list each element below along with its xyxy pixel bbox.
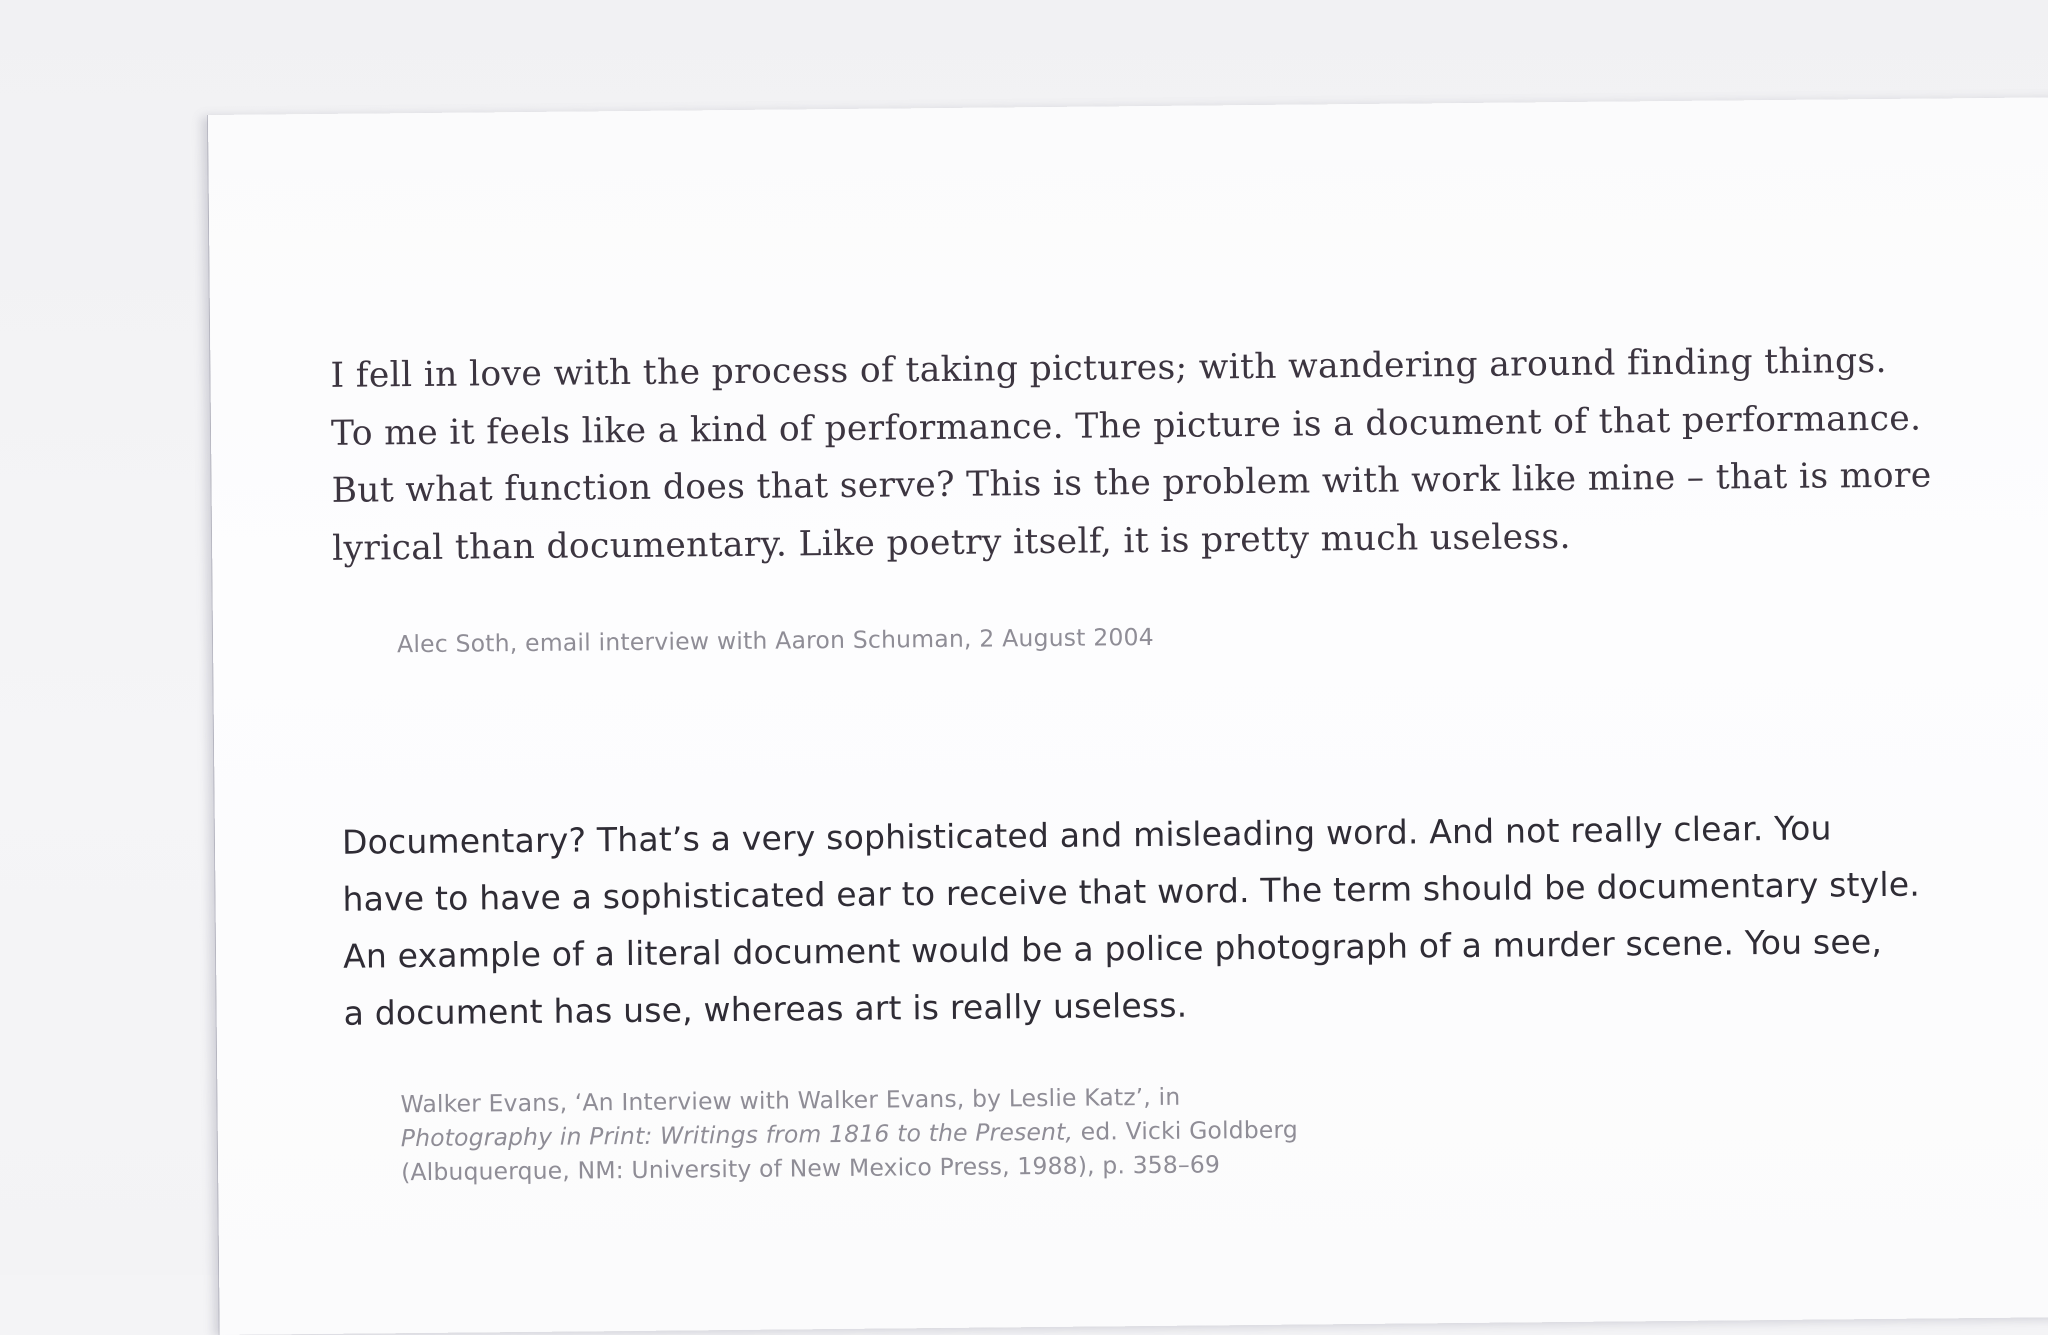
quote-line: But what function does that serve? This is the problem with work like mine – that is more [331, 455, 1932, 511]
quote-line: Documentary? That’s a very sophisticated and misleading word. And not really clear. You [341, 808, 1832, 862]
citation-editor: ed. Vicki Goldberg [1072, 1115, 1299, 1146]
quote-walker-evans [342, 799, 1922, 1042]
quote-line: I fell in love with the process of taking pictures; with wandering around finding things. [330, 340, 1887, 396]
quote-alec-soth [330, 332, 1932, 577]
quote-line: have to have a sophisticated ear to receive that word. The term should be documentary style. [342, 864, 1921, 919]
citation-line: Walker Evans, ‘An Interview with Walker Evans, by Leslie Katz’, in [400, 1082, 1181, 1119]
citation-line: (Albuquerque, NM: University of New Mexico Press, 1988), p. 358–69 [401, 1150, 1221, 1187]
quote-line: An example of a literal document would be a police photograph of a murder scene. You see, [342, 921, 1883, 976]
citation-walker-evans [400, 1079, 1298, 1190]
printed-page [208, 97, 2048, 1335]
quote-line: a document has use, whereas art is really useless. [343, 985, 1188, 1033]
quote-line: lyrical than documentary. Like poetry itself, it is pretty much useless. [331, 516, 1572, 569]
quote-line: To me it feels like a kind of performance. The picture is a document of that performance. [330, 398, 1922, 454]
citation-book-title: Photography in Print: Writings from 1816 to the Present, [400, 1117, 1074, 1153]
citation-alec-soth: Alec Soth, email interview with Aaron Schuman, 2 August 2004 [396, 622, 1154, 659]
